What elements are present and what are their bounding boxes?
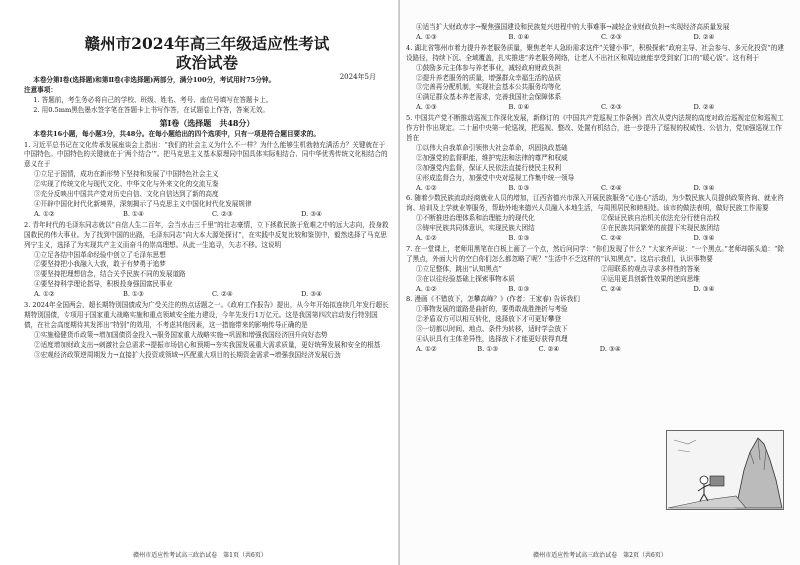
option-item: ①立足各结中国革命经验中创立了毛泽东思想: [34, 250, 166, 259]
choice-d: D. ③④: [301, 209, 323, 218]
choice-c: C. ②③: [601, 32, 622, 41]
notice-title: 注意事项：: [24, 85, 57, 94]
choice-c: C. ②③: [601, 103, 622, 112]
option-item: ③一切都以时间、地点、条件为转移，适时学会放下: [416, 325, 568, 334]
option-item: ②适度增加财政支出→刺激社会总需求→提振市场信心和预期→夯实我国发展重大需求质量，更好统筹发展和安全的根基: [34, 340, 381, 349]
choice-d: D. ③④: [693, 183, 715, 192]
option-item: ②矛盾双方可以相互转化，选择放下才可更好攀登: [416, 315, 562, 324]
page-2: [400, 0, 800, 565]
answer-choices: [406, 184, 786, 194]
choice-c: C. ②④: [601, 234, 622, 243]
choice-a: A. ①③: [416, 32, 437, 41]
notice-item: 1. 答题前，考生务必将自己的学校、班级、姓名、考号、座位号填写在答题卡上。: [33, 95, 273, 104]
option-item: ②实现了传统文化与现代文化、中华文化与外来文化的交流互鉴: [34, 180, 219, 189]
option-item: ①事物发展的道路是曲折的，要勇敢战胜挫折与考验: [416, 305, 568, 314]
page-footer: 赣州市适应性考试高三政治试卷 第2页（共6页）: [533, 552, 667, 559]
section-heading: 第Ⅰ卷（选择题 共48分）: [159, 117, 255, 128]
choice-c: C. ②③: [212, 209, 233, 218]
option-item: ③充分反映出中国共产党对历史自信、文化自信达到了新的高度: [34, 190, 219, 199]
option-item: ②加强党的监督职能，维护宪法和法律的尊严和权威: [416, 153, 568, 162]
choice-c: C. ②④: [601, 183, 622, 192]
choice-a: A. ①②: [34, 290, 55, 299]
question-stem: 7. 在一堂课上，老师用黑笔在白板上画了一个点，然后问同学：“你们发现了什么？”大家齐声说：“一个黑点。”老师却摇头道：“除了黑点，外面大片的空白你们怎么都忽略了呢？”生活中不乏这样的“认知黑点”。这启示我们，认识事物要: [406, 244, 785, 263]
question-6: [406, 194, 786, 244]
question-1: [24, 141, 390, 220]
question-stem: 5. 中国共产党不断推动巡视工作深化发展，新修订的《中国共产党巡视工作条例》首次从党内法规的高度对政治巡视定位和巡视工作方针作出规定。二十届中央第一轮巡视，把巡视、整改、处置有机结合，进一步提升了巡视的权威性、公信力，党加强巡视工作旨在: [406, 114, 784, 142]
choice-b: B. ①④: [123, 209, 144, 218]
choice-d: D. ③④: [693, 284, 715, 293]
option-item: ③完善再分配机制，实现社会基本公共服务均等化: [416, 83, 562, 92]
choice-b: B. ①③: [123, 290, 144, 299]
choice-c: C. ②④: [601, 284, 622, 293]
choice-b: B. ①③: [508, 183, 530, 192]
choice-b: B. ①④: [508, 103, 530, 112]
choice-a: A. ①②: [416, 183, 437, 192]
question-5: [406, 114, 786, 193]
choice-d: D. ②④: [693, 103, 715, 112]
choice-c: C. ②④: [212, 290, 233, 299]
question-2: [24, 221, 390, 300]
option-item: ②提升养老服务的质量，增强群众幸福生活的品质: [416, 73, 562, 82]
option-item: ④开辟中国化时代化新境界，深刻揭示了马克思主义中国化时代化发展规律: [34, 199, 252, 208]
question-stem: 8. 漫画《不错放下，怎攀高峰？》(作者：王家春) 告诉我们: [406, 295, 580, 304]
question-stem: 4. 湖北省鄂州市着力提升养老服务质量，聚焦老年人急盼需求这件“关键小事”，积极探索“政府主导、社会参与、多元化投资”的建设路径，持续下沉、全域覆盖，扎实推进“养老服务网络，让老人不出社区和周边就能享受到家门口的“暖心饭”。这有利于: [406, 43, 784, 62]
question-8: [406, 295, 661, 354]
option-item: ④适当扩大财政赤字→聚焦强国建设和民族复兴进程中的大事难事→减轻企业财政负担→实现经济高质量发展: [416, 23, 730, 31]
option-item: ①实施稳健货币政策→增加国债资金投入→服务国家重大战略实施→巩固和增强我国经济回升向好态势: [34, 330, 328, 339]
option-row: [406, 275, 786, 285]
option-item: ③要坚持把理想信念，结合关乎民族不同的发展道路: [34, 270, 186, 279]
choice-b: B. ①③: [508, 284, 530, 293]
answer-choices: [24, 210, 390, 220]
option-item: ④形成监督合力，加强党中央对巡视工作集中统一领导: [416, 173, 575, 182]
section-description: 本卷共16小题，每小题3分，共48分。在每小题给出的四个选项中，只有一项是符合题目要求的。: [33, 129, 320, 138]
exam-title: 赣州市2024年高三年级适应性考试: [84, 34, 330, 53]
answer-choices: [24, 290, 390, 300]
option-item: ②保证民族自治机关依法充分行使自治权: [601, 214, 720, 223]
option-item: ③加强党内监督，保证人民依法直接行使民主权利: [416, 163, 562, 172]
exam-date: 2024年5月: [339, 73, 376, 81]
option-item: ④认识具有主体差异性，选择放下才能更好获得真理: [416, 335, 568, 344]
choice-d: D. ②④: [693, 32, 715, 41]
exam-intro: 本卷分第Ⅰ卷(选择题)和第Ⅱ卷(非选择题)两部分，满分100分，考试用时75分钟。: [33, 76, 276, 84]
choice-a: A. ①③: [416, 103, 437, 112]
option-item: ③宏观经济政策逆周期发力→直接扩大投资或领域→匹配重大项目的长期资金需求→增强我国经济发展后劲: [34, 350, 341, 359]
answer-choices: [406, 33, 786, 43]
answer-choices: [406, 234, 786, 244]
option-item: ①立足于国情，成功在新形势下坚持和发展了中国特色社会主义: [34, 170, 219, 179]
choice-b: B. ①③: [508, 234, 530, 243]
option-item: ④要坚持科学理论指导，积极投身强国富民事业: [34, 280, 173, 289]
option-item: ①不断推进治理体系和治理能力的现代化: [416, 214, 535, 223]
choice-b: B. ①③: [477, 345, 499, 353]
answer-choices: [406, 345, 661, 355]
answer-choices: [406, 285, 786, 295]
option-item: ①以伟大自我革命引领伟大社会革命，巩固执政基础: [416, 143, 568, 152]
option-item: ④运用更具创新性效果的逆向思维: [601, 274, 700, 283]
cartoon-illustration: [666, 430, 784, 510]
page-footer: 赣州市适应性考试高三政治试卷 第1页（共6页）: [133, 552, 267, 559]
option-item: ③在以往经验基础上探索事物本质: [416, 274, 515, 283]
choice-a: A. ①②: [34, 209, 55, 218]
exam-subtitle: 政治试卷: [175, 53, 238, 72]
question-stem: 3. 2024年全国两会，超长期特别国债成为广受关注的热点话题之一。《政府工作报告》提出，从今年开始拟连续几年发行超长期特别国债，专项用于国家重大战略实施和重点领域安全能力建设，今年先发行1万亿元。这是我国第四次启动发行特别国债，在社会高度期待其发挥出“特别”的效用，不考虑其他因素，这一措施带来的影响传导正确的是: [24, 301, 389, 329]
option-item: ①立足整体，跳出“认知黑点”: [416, 264, 502, 273]
question-3-continued: [406, 23, 786, 43]
question-4: [406, 44, 786, 113]
choice-a: A. ①②: [416, 234, 437, 243]
question-stem: 6. 随着少数民族流动经商就业人员的增加，江西省德兴市深入开展民族服务“心连心”活动，为少数民族人员提供政策咨询、就业咨询、培训及上学就业等服务，帮助外地来德兴人员融入本地生活，与周围居民和睦相处。该市的做法表明，做好民族工作需要: [406, 194, 784, 213]
choice-d: D. ③④: [693, 234, 715, 243]
question-3: [24, 301, 390, 360]
answer-choices: [406, 103, 786, 113]
option-row: [406, 214, 786, 224]
option-item: ②用联系的观点寻求多样性的答案: [601, 264, 700, 273]
notice-item: 2. 用0.5mm黑色墨水签字笔在答题卡上书写作答，在试题卷上作答，答案无效。: [33, 105, 270, 114]
choice-d: D. ③④: [599, 345, 621, 353]
choice-a: A. ①②: [416, 345, 437, 353]
option-row: [406, 265, 786, 275]
option-item: ④满足群众基本养老需求，完善我国社会保障体系: [416, 93, 562, 102]
option-item: ②要坚持把小我融入大我，敢于有梦勇于追梦: [34, 260, 166, 269]
question-stem: 2. 青年时代的毛泽东同志就以“自信人生二百年，会当水击三千里”的壮志豪情，立下拯救民族于危难之中的远大志向，投身救国救民的伟大事业。为了找到中国的出路，毛泽东同志“向大本大源处探讨”，在实践中反复比较和鉴别中，毅然选择了马克思列宁主义，选择了为实现共产主义而奋斗的崇高理想。从此一生追寻，矢志不移。这说明: [24, 220, 389, 249]
option-item: ③铸牢民族共同体意识，实现民族大团结: [416, 224, 535, 233]
question-stem: 1. 习近平总书记在文化传承发展座谈会上指出：“我们的社会主义为什么不一样？为什么能够生机勃勃充满活力？关键就在于中国特色。中国特色的关键就在于‘两个结合’”。把马克思主义基本原理同中国具体实际相结合、同中华优秀传统文化相结合的意义在于: [24, 140, 388, 169]
question-7: [406, 245, 786, 295]
option-row: [406, 224, 786, 234]
option-item: ①鼓励多元主体参与养老事业，减轻政府财政负担: [416, 63, 562, 72]
choice-c: C. ②④: [538, 345, 560, 353]
choice-d: D. ③④: [301, 290, 323, 299]
choice-b: B. ①④: [508, 32, 530, 41]
option-item: ④在民族共同繁荣的前提下实现民族团结: [601, 224, 720, 233]
choice-a: A. ①②: [416, 284, 437, 293]
